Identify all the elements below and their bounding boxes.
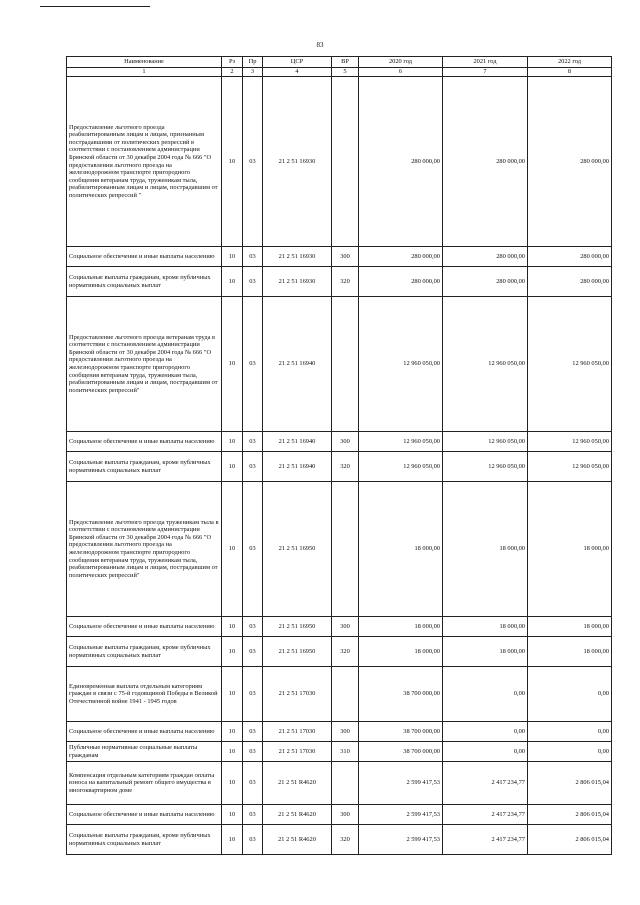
row-csr: 21 2 51 16950 (263, 617, 332, 637)
row-pr: 03 (243, 722, 263, 742)
row-name: Социальное обеспечение и иные выплаты населению (67, 722, 222, 742)
table-row (67, 742, 612, 762)
row-vr (332, 482, 359, 617)
header-pr: Пр (243, 57, 263, 68)
row-csr: 21 2 51 17030 (263, 667, 332, 722)
row-pr: 03 (243, 297, 263, 432)
row-vr (332, 297, 359, 432)
table-row (67, 722, 612, 742)
row-pr: 03 (243, 452, 263, 482)
row-2022: 12 960 050,00 (528, 432, 612, 452)
row-vr (332, 762, 359, 805)
row-vr: 300 (332, 432, 359, 452)
table-row (67, 667, 612, 722)
row-2020: 2 599 417,53 (359, 825, 443, 855)
row-rz: 10 (222, 77, 243, 247)
row-csr: 21 2 51 16940 (263, 297, 332, 432)
header-2022: 2022 год (528, 57, 612, 68)
row-rz: 10 (222, 805, 243, 825)
row-pr: 03 (243, 617, 263, 637)
row-csr: 21 2 51 16950 (263, 637, 332, 667)
column-number: 7 (443, 68, 528, 77)
row-2022: 18 000,00 (528, 482, 612, 617)
header-2020: 2020 год (359, 57, 443, 68)
table-row (67, 432, 612, 452)
row-pr: 03 (243, 825, 263, 855)
row-2022: 0,00 (528, 722, 612, 742)
row-2021: 12 960 050,00 (443, 452, 528, 482)
row-vr: 300 (332, 805, 359, 825)
row-2022: 2 806 015,04 (528, 805, 612, 825)
column-number: 2 (222, 68, 243, 77)
row-rz: 10 (222, 432, 243, 452)
table-row (67, 617, 612, 637)
row-vr: 320 (332, 267, 359, 297)
row-rz: 10 (222, 637, 243, 667)
row-2022: 0,00 (528, 667, 612, 722)
row-name: Социальное обеспечение и иные выплаты населению (67, 617, 222, 637)
row-csr: 21 2 51 17030 (263, 722, 332, 742)
row-name: Компенсация отдельным категориям граждан оплаты взноса на капитальный ремонт общего имущества в многоквартирном доме (67, 762, 222, 805)
row-rz: 10 (222, 825, 243, 855)
column-number: 4 (263, 68, 332, 77)
header-csr: ЦСР (263, 57, 332, 68)
row-vr: 320 (332, 637, 359, 667)
row-2020: 12 960 050,00 (359, 432, 443, 452)
row-2021: 280 000,00 (443, 247, 528, 267)
table-row (67, 762, 612, 805)
budget-table (66, 56, 612, 855)
row-csr: 21 2 51 17030 (263, 742, 332, 762)
row-2022: 2 806 015,04 (528, 762, 612, 805)
row-2020: 38 700 000,00 (359, 722, 443, 742)
row-pr: 03 (243, 742, 263, 762)
row-2020: 280 000,00 (359, 77, 443, 247)
header-row (67, 57, 612, 68)
row-2021: 12 960 050,00 (443, 432, 528, 452)
scan-artifact-line (40, 6, 150, 7)
row-2022: 18 000,00 (528, 637, 612, 667)
row-vr: 300 (332, 722, 359, 742)
row-2020: 12 960 050,00 (359, 297, 443, 432)
row-2022: 0,00 (528, 742, 612, 762)
row-csr: 21 2 51 16930 (263, 267, 332, 297)
table-row (67, 825, 612, 855)
row-csr: 21 2 51 16930 (263, 247, 332, 267)
row-rz: 10 (222, 667, 243, 722)
column-number: 1 (67, 68, 222, 77)
row-2020: 280 000,00 (359, 267, 443, 297)
page-number: 83 (316, 41, 324, 49)
row-2022: 280 000,00 (528, 77, 612, 247)
row-name: Социальные выплаты гражданам, кроме публичных нормативных социальных выплат (67, 637, 222, 667)
header-vr: ВР (332, 57, 359, 68)
table-row (67, 77, 612, 247)
row-rz: 10 (222, 482, 243, 617)
header-name: Наименование (67, 57, 222, 68)
row-2021: 280 000,00 (443, 77, 528, 247)
row-2020: 280 000,00 (359, 247, 443, 267)
row-name: Публичные нормативные социальные выплаты гражданам (67, 742, 222, 762)
row-vr: 300 (332, 617, 359, 637)
row-csr: 21 2 51 16940 (263, 452, 332, 482)
row-2021: 280 000,00 (443, 267, 528, 297)
row-2021: 18 000,00 (443, 617, 528, 637)
column-number: 3 (243, 68, 263, 77)
row-2020: 38 700 000,00 (359, 667, 443, 722)
column-number-row (67, 68, 612, 77)
row-pr: 03 (243, 805, 263, 825)
row-2022: 12 960 050,00 (528, 297, 612, 432)
row-pr: 03 (243, 77, 263, 247)
table-row (67, 637, 612, 667)
row-name: Предоставление льготного проезда труженикам тыла в соответствии с постановлением администрации Брянской области от 30 декабря 2004 года № 666 "О предоставлении льготного проезда на железнодорожном транспорте пригородного сообщения ветеранам труда, труженикам тыла, реабилитированным лицам и лицам, пострадавшим от политических репрессий" (67, 482, 222, 617)
row-name: Предоставление льготного проезда ветеранам труда в соответствии с постановлением администрации Брянской области от 30 декабря 2004 года № 666 "О предоставлении льготного проезда на железнодорожном транспорте пригородного сообщения ветеранам труда, труженикам тыла, реабилитированным лицам и лицам, пострадавшим от политических репрессий" (67, 297, 222, 432)
table-row (67, 247, 612, 267)
column-number: 6 (359, 68, 443, 77)
column-number: 5 (332, 68, 359, 77)
column-number: 8 (528, 68, 612, 77)
row-2020: 2 599 417,53 (359, 805, 443, 825)
row-name: Социальное обеспечение и иные выплаты населению (67, 805, 222, 825)
row-pr: 03 (243, 667, 263, 722)
row-rz: 10 (222, 742, 243, 762)
row-name: Предоставление льготного проезда реабилитированным лицам и лицам, признанным пострадавшими от политических репрессий в соответствии с постановлением администрации Брянской области от 30 декабря 2004 года № 666 "О предоставлении льготного проезда на железнодорожном транспорте пригородного сообщения ветеранам труда, труженикам тыла, реабилитированным лицам и лицам, пострадавшим от политических репрессий " (67, 77, 222, 247)
table-row (67, 482, 612, 617)
row-2021: 0,00 (443, 722, 528, 742)
row-2020: 2 599 417,53 (359, 762, 443, 805)
row-2020: 18 000,00 (359, 637, 443, 667)
row-2022: 280 000,00 (528, 267, 612, 297)
row-csr: 21 2 51 R4620 (263, 762, 332, 805)
row-2022: 280 000,00 (528, 247, 612, 267)
row-csr: 21 2 51 16930 (263, 77, 332, 247)
row-name: Социальные выплаты гражданам, кроме публичных нормативных социальных выплат (67, 825, 222, 855)
row-2021: 2 417 234,77 (443, 825, 528, 855)
row-rz: 10 (222, 452, 243, 482)
row-vr: 300 (332, 247, 359, 267)
row-name: Социальные выплаты гражданам, кроме публичных нормативных социальных выплат (67, 452, 222, 482)
row-vr: 320 (332, 825, 359, 855)
row-pr: 03 (243, 432, 263, 452)
row-2020: 38 700 000,00 (359, 742, 443, 762)
row-pr: 03 (243, 267, 263, 297)
row-rz: 10 (222, 617, 243, 637)
row-name: Единовременная выплата отдельным категориям граждан в связи с 75-й годовщиной Победы в Великой Отечественной войне 1941 - 1945 годов (67, 667, 222, 722)
row-2020: 18 000,00 (359, 617, 443, 637)
row-vr (332, 667, 359, 722)
row-2021: 18 000,00 (443, 637, 528, 667)
table-row (67, 452, 612, 482)
row-rz: 10 (222, 722, 243, 742)
header-2021: 2021 год (443, 57, 528, 68)
row-2021: 12 960 050,00 (443, 297, 528, 432)
header-rz: Рз (222, 57, 243, 68)
row-2021: 2 417 234,77 (443, 805, 528, 825)
row-rz: 10 (222, 247, 243, 267)
row-csr: 21 2 51 R4620 (263, 825, 332, 855)
row-vr: 320 (332, 452, 359, 482)
row-csr: 21 2 51 16950 (263, 482, 332, 617)
table-row (67, 267, 612, 297)
row-2022: 12 960 050,00 (528, 452, 612, 482)
row-vr: 310 (332, 742, 359, 762)
row-csr: 21 2 51 R4620 (263, 805, 332, 825)
row-pr: 03 (243, 762, 263, 805)
table-row (67, 297, 612, 432)
row-rz: 10 (222, 267, 243, 297)
row-2022: 2 806 015,04 (528, 825, 612, 855)
row-pr: 03 (243, 482, 263, 617)
row-2021: 18 000,00 (443, 482, 528, 617)
row-csr: 21 2 51 16940 (263, 432, 332, 452)
row-rz: 10 (222, 297, 243, 432)
row-pr: 03 (243, 637, 263, 667)
row-name: Социальное обеспечение и иные выплаты населению (67, 247, 222, 267)
row-rz: 10 (222, 762, 243, 805)
row-pr: 03 (243, 247, 263, 267)
row-name: Социальные выплаты гражданам, кроме публичных нормативных социальных выплат (67, 267, 222, 297)
row-2022: 18 000,00 (528, 617, 612, 637)
row-2021: 0,00 (443, 742, 528, 762)
row-2020: 18 000,00 (359, 482, 443, 617)
row-2021: 0,00 (443, 667, 528, 722)
row-name: Социальное обеспечение и иные выплаты населению (67, 432, 222, 452)
row-vr (332, 77, 359, 247)
row-2020: 12 960 050,00 (359, 452, 443, 482)
row-2021: 2 417 234,77 (443, 762, 528, 805)
table-row (67, 805, 612, 825)
